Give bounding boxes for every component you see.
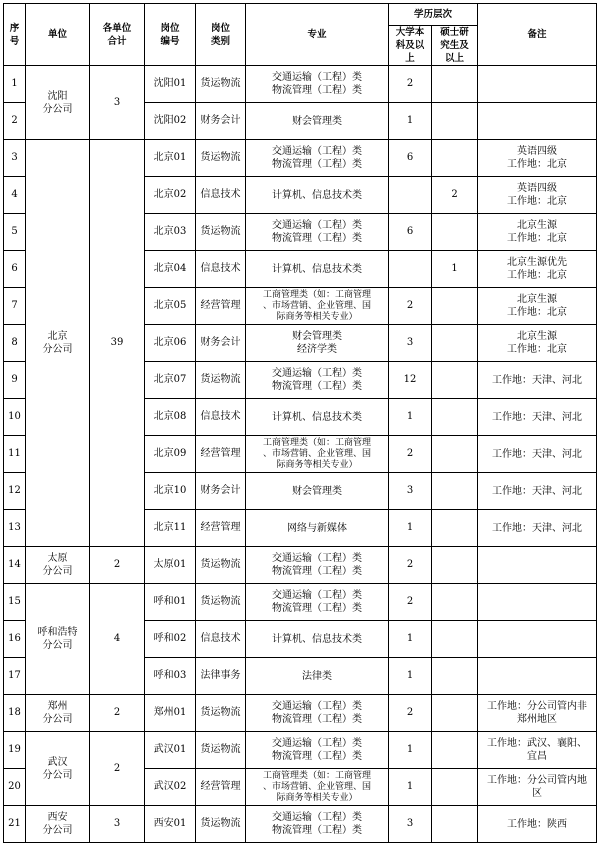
major: 工商管理类（如：工商管理 、市场营销、企业管理、国 际商务等相关专业） — [246, 436, 389, 473]
major: 交通运输（工程）类 物流管理（工程）类 — [246, 732, 389, 769]
unit-total: 2 — [90, 547, 145, 584]
master-count — [432, 510, 478, 547]
header-major: 专业 — [246, 4, 389, 66]
bachelor-count — [389, 251, 432, 288]
remark: 工作地：陕西 — [478, 806, 597, 843]
remark: 工作地：分公司管内地 区 — [478, 769, 597, 806]
bachelor-count: 2 — [389, 584, 432, 621]
position-code: 沈阳02 — [145, 103, 196, 140]
master-count — [432, 214, 478, 251]
master-count — [432, 621, 478, 658]
table-row — [4, 806, 597, 843]
position-code: 北京05 — [145, 288, 196, 325]
unit-total: 3 — [90, 66, 145, 140]
row-seq: 17 — [4, 658, 26, 695]
unit-total: 39 — [90, 140, 145, 547]
position-code: 武汉02 — [145, 769, 196, 806]
master-count — [432, 584, 478, 621]
header-bachelor: 大学本 科及以 上 — [389, 26, 432, 66]
major: 财会管理类 经济学类 — [246, 325, 389, 362]
recruitment-table — [3, 3, 597, 843]
table-body — [4, 66, 597, 843]
position-code: 太原01 — [145, 547, 196, 584]
remark: 英语四级 工作地：北京 — [478, 140, 597, 177]
table-row — [4, 66, 597, 103]
row-seq: 21 — [4, 806, 26, 843]
position-category: 财务会计 — [196, 325, 246, 362]
bachelor-count: 1 — [389, 103, 432, 140]
position-code: 郑州01 — [145, 695, 196, 732]
position-category: 货运物流 — [196, 214, 246, 251]
major: 交通运输（工程）类 物流管理（工程）类 — [246, 547, 389, 584]
row-seq: 15 — [4, 584, 26, 621]
major: 交通运输（工程）类 物流管理（工程）类 — [246, 140, 389, 177]
table-row — [4, 732, 597, 769]
row-seq: 7 — [4, 288, 26, 325]
header-remark: 备注 — [478, 4, 597, 66]
position-category: 信息技术 — [196, 177, 246, 214]
remark: 工作地：天津、河北 — [478, 399, 597, 436]
header-seq: 序 号 — [4, 4, 26, 66]
remark: 工作地：天津、河北 — [478, 473, 597, 510]
position-category: 货运物流 — [196, 362, 246, 399]
master-count — [432, 547, 478, 584]
position-category: 财务会计 — [196, 473, 246, 510]
master-count — [432, 695, 478, 732]
position-code: 北京09 — [145, 436, 196, 473]
position-category: 货运物流 — [196, 140, 246, 177]
position-category: 经营管理 — [196, 769, 246, 806]
remark: 英语四级 工作地：北京 — [478, 177, 597, 214]
unit-name: 呼和浩特 分公司 — [26, 584, 90, 695]
remark: 北京生源优先 工作地：北京 — [478, 251, 597, 288]
position-code: 北京10 — [145, 473, 196, 510]
major: 交通运输（工程）类 物流管理（工程）类 — [246, 695, 389, 732]
master-count — [432, 436, 478, 473]
major: 工商管理类（如：工商管理 、市场营销、企业管理、国 际商务等相关专业） — [246, 288, 389, 325]
major: 交通运输（工程）类 物流管理（工程）类 — [246, 66, 389, 103]
remark: 北京生源 工作地：北京 — [478, 214, 597, 251]
position-code: 西安01 — [145, 806, 196, 843]
position-category: 货运物流 — [196, 547, 246, 584]
bachelor-count: 3 — [389, 806, 432, 843]
bachelor-count: 2 — [389, 436, 432, 473]
bachelor-count: 3 — [389, 325, 432, 362]
position-code: 沈阳01 — [145, 66, 196, 103]
row-seq: 18 — [4, 695, 26, 732]
row-seq: 5 — [4, 214, 26, 251]
major: 交通运输（工程）类 物流管理（工程）类 — [246, 806, 389, 843]
row-seq: 9 — [4, 362, 26, 399]
unit-total: 2 — [90, 695, 145, 732]
row-seq: 8 — [4, 325, 26, 362]
master-count — [432, 362, 478, 399]
row-seq: 2 — [4, 103, 26, 140]
position-code: 北京11 — [145, 510, 196, 547]
remark — [478, 66, 597, 103]
position-category: 货运物流 — [196, 695, 246, 732]
position-category: 货运物流 — [196, 66, 246, 103]
header-position-code: 岗位 编号 — [145, 4, 196, 66]
major: 网络与新媒体 — [246, 510, 389, 547]
position-category: 信息技术 — [196, 399, 246, 436]
master-count — [432, 732, 478, 769]
row-seq: 12 — [4, 473, 26, 510]
unit-total: 3 — [90, 806, 145, 843]
position-code: 北京07 — [145, 362, 196, 399]
major: 工商管理类（如：工商管理 、市场营销、企业管理、国 际商务等相关专业） — [246, 769, 389, 806]
row-seq: 14 — [4, 547, 26, 584]
table-row — [4, 584, 597, 621]
bachelor-count: 1 — [389, 510, 432, 547]
position-code: 北京06 — [145, 325, 196, 362]
remark — [478, 103, 597, 140]
master-count — [432, 325, 478, 362]
row-seq: 4 — [4, 177, 26, 214]
master-count — [432, 103, 478, 140]
unit-name: 太原 分公司 — [26, 547, 90, 584]
position-code: 北京03 — [145, 214, 196, 251]
remark: 北京生源 工作地：北京 — [478, 325, 597, 362]
table-row — [4, 695, 597, 732]
row-seq: 13 — [4, 510, 26, 547]
master-count — [432, 140, 478, 177]
unit-name: 沈阳 分公司 — [26, 66, 90, 140]
remark — [478, 584, 597, 621]
position-category: 货运物流 — [196, 806, 246, 843]
position-code: 呼和03 — [145, 658, 196, 695]
remark: 工作地：天津、河北 — [478, 510, 597, 547]
row-seq: 6 — [4, 251, 26, 288]
unit-name: 武汉 分公司 — [26, 732, 90, 806]
bachelor-count — [389, 177, 432, 214]
master-count — [432, 288, 478, 325]
header-master: 硕士研 究生及 以上 — [432, 26, 478, 66]
major: 计算机、信息技术类 — [246, 399, 389, 436]
bachelor-count: 1 — [389, 621, 432, 658]
row-seq: 19 — [4, 732, 26, 769]
master-count — [432, 658, 478, 695]
remark: 工作地：天津、河北 — [478, 436, 597, 473]
major: 法律类 — [246, 658, 389, 695]
unit-total: 4 — [90, 584, 145, 695]
table-row — [4, 140, 597, 177]
master-count — [432, 66, 478, 103]
bachelor-count: 12 — [389, 362, 432, 399]
position-category: 经营管理 — [196, 436, 246, 473]
major: 计算机、信息技术类 — [246, 251, 389, 288]
bachelor-count: 2 — [389, 695, 432, 732]
unit-name: 郑州 分公司 — [26, 695, 90, 732]
major: 计算机、信息技术类 — [246, 621, 389, 658]
unit-name: 西安 分公司 — [26, 806, 90, 843]
unit-total: 2 — [90, 732, 145, 806]
header-position-category: 岗位 类别 — [196, 4, 246, 66]
remark: 工作地：天津、河北 — [478, 362, 597, 399]
row-seq: 10 — [4, 399, 26, 436]
remark — [478, 547, 597, 584]
bachelor-count: 1 — [389, 658, 432, 695]
position-category: 信息技术 — [196, 251, 246, 288]
remark: 北京生源 工作地：北京 — [478, 288, 597, 325]
header-unit: 单位 — [26, 4, 90, 66]
position-category: 经营管理 — [196, 510, 246, 547]
master-count — [432, 399, 478, 436]
position-category: 货运物流 — [196, 584, 246, 621]
row-seq: 3 — [4, 140, 26, 177]
bachelor-count: 1 — [389, 769, 432, 806]
position-code: 呼和01 — [145, 584, 196, 621]
position-category: 经营管理 — [196, 288, 246, 325]
position-category: 货运物流 — [196, 732, 246, 769]
remark: 工作地：武汉、襄阳、 宜昌 — [478, 732, 597, 769]
position-category: 信息技术 — [196, 621, 246, 658]
position-category: 法律事务 — [196, 658, 246, 695]
recruitment-table-page — [3, 3, 596, 865]
position-code: 呼和02 — [145, 621, 196, 658]
remark: 工作地：分公司管内非 郑州地区 — [478, 695, 597, 732]
master-count: 2 — [432, 177, 478, 214]
remark — [478, 621, 597, 658]
row-seq: 20 — [4, 769, 26, 806]
position-code: 北京01 — [145, 140, 196, 177]
row-seq: 1 — [4, 66, 26, 103]
position-code: 北京08 — [145, 399, 196, 436]
position-category: 财务会计 — [196, 103, 246, 140]
position-code: 北京04 — [145, 251, 196, 288]
bachelor-count: 2 — [389, 66, 432, 103]
major: 财会管理类 — [246, 103, 389, 140]
major: 交通运输（工程）类 物流管理（工程）类 — [246, 362, 389, 399]
row-seq: 16 — [4, 621, 26, 658]
position-code: 武汉01 — [145, 732, 196, 769]
remark — [478, 658, 597, 695]
master-count — [432, 806, 478, 843]
header-total: 各单位 合计 — [90, 4, 145, 66]
table-row — [4, 547, 597, 584]
unit-name: 北京 分公司 — [26, 140, 90, 547]
master-count: 1 — [432, 251, 478, 288]
master-count — [432, 769, 478, 806]
major: 计算机、信息技术类 — [246, 177, 389, 214]
bachelor-count: 2 — [389, 547, 432, 584]
row-seq: 11 — [4, 436, 26, 473]
bachelor-count: 1 — [389, 732, 432, 769]
bachelor-count: 6 — [389, 214, 432, 251]
master-count — [432, 473, 478, 510]
bachelor-count: 2 — [389, 288, 432, 325]
bachelor-count: 6 — [389, 140, 432, 177]
position-code: 北京02 — [145, 177, 196, 214]
bachelor-count: 1 — [389, 399, 432, 436]
major: 财会管理类 — [246, 473, 389, 510]
major: 交通运输（工程）类 物流管理（工程）类 — [246, 214, 389, 251]
header-education: 学历层次 — [389, 4, 478, 26]
bachelor-count: 3 — [389, 473, 432, 510]
major: 交通运输（工程）类 物流管理（工程）类 — [246, 584, 389, 621]
